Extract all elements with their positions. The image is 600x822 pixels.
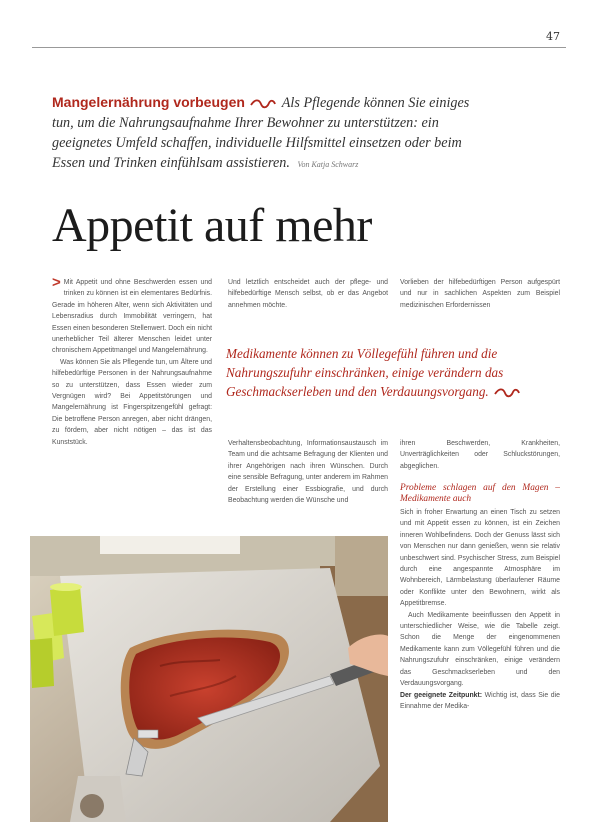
column-1 (52, 274, 212, 448)
column-3c-bold-lead: Der geeignete Zeitpunkt: (400, 691, 483, 699)
column-3b-paragraph-1: ihren Beschwerden, Krankheiten, Unverträglichkeiten oder Schluckstörungen, abgeglichen. (400, 440, 560, 470)
header-rule (32, 47, 566, 48)
lead-kicker: Mangelernährung vorbeugen (52, 94, 245, 110)
column-2b-paragraph-1: Verhaltensbeobachtung, Informationsaustausch im Team und die achtsame Befragung der Klienten und ihrer Angehörigen nach ihren Wünschen. Durch eine sensible Befragung, unter anderem im Rahmen der Erstellung einer Essbiografie, und durch Beobachtung werden die Wünsche und (228, 440, 388, 505)
section-subhead: Probleme schlagen auf den Magen – Medikamente auch (400, 483, 560, 504)
column-3c-paragraph-2: Auch Medikamente beeinflussen den Appetit in unterschiedlicher Weise, wie die Tabelle zeigt. Schon die Menge der eingenommenen Medikamente kann zum Völlegefühl führen und die Nahrungszufuhr einschränken, einige verändern das Geschmackserleben und den Verdauungsvorgang. (400, 611, 560, 688)
pull-quote-text: Medikamente können zu Völlegefühl führen und die Nahrungszufuhr einschränken, einige verändern das Geschmackserleben und den Verdauungsvorgang. (226, 346, 504, 399)
column-3c-paragraph-1: Sich in froher Erwartung an einen Tisch zu setzen und mit Appetit essen zu können, ist ein Zeichen inneren Wohlbefindens. Doch der Genuss lässt sich von Menschen nur dann genießen, wenn sie relativ unbeschwert sind. Psychischer Stress, zum Beispiel durch eine angespannte Atmosphäre im Wohnbereich, Lärmbelastung überlaufener Räume oder Konflikte unter den Bewohnern, wirkt als Appetitbremse. (400, 509, 560, 608)
page-number: 47 (546, 30, 560, 43)
column-3-top (400, 277, 560, 311)
lead-paragraph (52, 92, 482, 175)
column-1-paragraph-2: Was können Sie als Pflegende tun, um Ältere und hilfebedürftige Personen in der Nahrungsaufnahme so zu unterstützen, dass Essen wieder zum Vergnügen wird? Bei Appetitstörungen und Mangelernährung ist Fingerspitzengefühl gefragt: Die betroffene Person anregen, aber nicht drängen, zu fördern, aber nicht nötigen – das ist das Kunststück. (52, 358, 212, 446)
swirl-ornament-icon (250, 99, 276, 109)
column-3-bottom (400, 483, 560, 712)
lead-author: Von Katja Schwarz (297, 160, 359, 169)
column-3c-paragraph-3 (400, 690, 560, 713)
column-3-paragraph-1: Vorlieben der hilfebedürftigen Person aufgespürt und nur in sachlichen Aspekten zum Beispiel medizinischen Erfordernissen (400, 279, 560, 309)
article-headline: Appetit auf mehr (52, 199, 372, 252)
swirl-ornament-icon (494, 388, 520, 398)
column-3-middle (400, 438, 560, 472)
column-2-paragraph-1: Und letztlich entscheidet auch der pflege- und hilfebedürftige Mensch selbst, ob er das Angebot annehmen möchte. (228, 279, 388, 309)
column-1-p1-text: Mit Appetit und ohne Beschwerden essen und trinken zu können ist ein elementares Bedürfnis. Gerade im höheren Alter, wenn sich Aktivitäten und Lebensradius durch Immobilität verringern, hat Essen einen besonderen Stellenwert. Doch ein nicht unerheblicher Teil älterer Menschen leidet unter chronischem Appetitmangel und Mangelernährung. (52, 279, 212, 355)
drop-arrow-icon: > (52, 274, 61, 291)
column-2-bottom (228, 438, 388, 506)
lead-text: Als Pflegende können Sie einiges tun, um die Nahrungsaufnahme Ihrer Bewohner zu unterstützen: ein geeignetes Umfeld schaffen, individuelle Hilfsmittel einsetzen oder beim Essen und Trinken einfühlsam assistieren. (52, 95, 470, 171)
column-3c-p3-text: Wichtig ist, dass Sie die Einnahme der Medika- (400, 691, 560, 710)
column-1-paragraph-1 (52, 274, 212, 357)
pull-quote (226, 344, 556, 401)
column-2-top (228, 277, 388, 311)
bread-spreading-photo (30, 536, 388, 822)
